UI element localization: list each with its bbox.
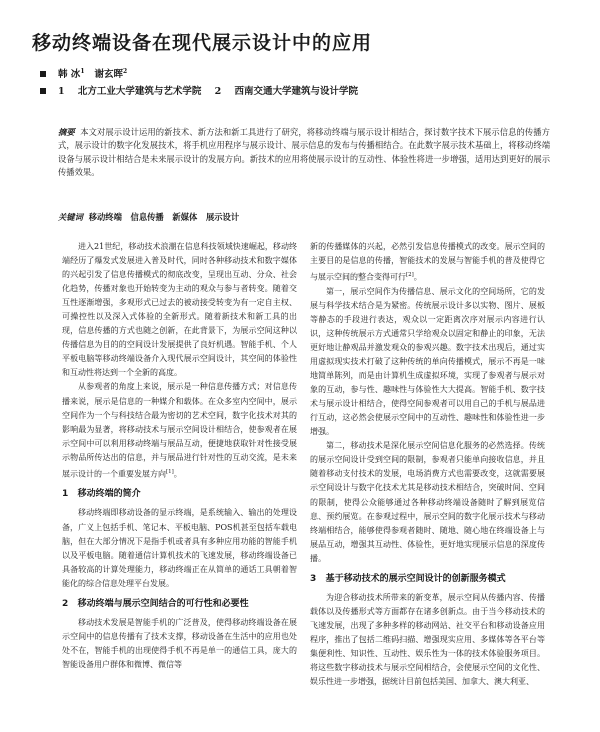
body-paragraph: 移动技术发展是智能手机的广泛普及，使得移动终端设备在展示空间中的信息传播有了技术支撑，移动设备在生活中的应用也处处不在，智能手机的出现使得手机不再是单一的通信工具，庞大的智能设备用户群体和微博、微信等 [62,617,297,669]
author-line [58,66,127,80]
author-affil-mark: 2 [122,67,128,75]
section-heading: 1 移动终端的简介 [62,489,141,500]
bullet-square-icon [40,71,46,77]
author-name: 韩 冰 [58,69,81,80]
abstract [58,126,550,180]
citation-ref: [1] [166,468,174,475]
affiliation-number: 2 [214,86,222,97]
bullet-square-icon [40,88,46,94]
paragraph-text: 从参观者的角度上来说，展示是一种信息传播方式；对信息传播来说，展示是信息的一种媒介和载体。在众多室内空间中，展示空间作为一个与科技结合最为密切的艺术空间，数字化技术对其的影响最为显著，将移动技术与展示空间设计相结合，使参观者在展示空间中可以利用移动终端与展品互动，便捷地获取针对性接受展示物品所传达出的信息，并与展品进行针对性的互动交流，是未来展示设计的一个重要发展方向 [62,382,297,479]
body-paragraph [62,380,297,481]
citation-ref: [2] [406,272,414,279]
section-heading: 3 基于移动技术的展示空间设计的创新服务模式 [310,573,506,584]
body-paragraph: 为迎合移动技术所带来的新变革，展示空间从传播内容、传播载体以及传播形式等方面都存在诸多创新点。由于当今移动技术的飞速发展，出现了多种多样的移动网站、社交平台和移动设备应用程序，推出了包括二维码扫描、增强现实应用、多媒体等各平台等集便利性、知识性、互动性、娱乐性为一体的技术体验服务项目。将这些数字移动技术与展示空间相结合，会使展示空间的文化性、娱乐性进一步增强，据统计目前包括美国、加拿大、澳大利亚、 [310,592,545,687]
abstract-label: 摘要 [58,127,75,137]
keywords-label: 关键词 [58,212,83,222]
body-column-right [310,240,545,689]
keywords [58,211,239,223]
section-heading: 2 移动终端与展示空间结合的可行性和必要性 [62,598,249,609]
body-paragraph: 第一，展示空间作为传播信息、展示文化的空间场所，它的发展与科学技术结合是为紧密。传统展示设计多以实物、图片、展板等静态的手段进行表达，观众以一定距离次序对展示内容进行认识，这种传统展示方式通常只学给观众以固定和静止的印象，无法更好地让静观品并激发观众的参观兴趣。数字技术出现后，通过实用虚拟现实技术打破了这种传统的单向传播模式，展示不再是一味地简单陈列，而是由计算机生成虚拟环境，实现了参观者与展示对象的互动，参与性、趣味性与体验性大大提高。智能手机、数字技术与展示设计相结合，使得空间参观者可以用自己的手机与展品进行互动，这必然会使展示空间中的互动性、趣味性和体验性进一步增强。 [310,286,545,437]
affiliation-line [58,83,358,97]
keywords-list: 移动终端 信息传播 新媒体 展示设计 [88,212,240,222]
body-paragraph: 第二，移动技术是深化展示空间信息化服务的必然选择。传统的展示空间设计受到空间的限制，参观者只能单向接收信息，并且随着移动支付技术的发展，电场消费方式也需要改变，这就需要展示空间设计与数字化技术尤其是移动技术相结合，突破时间、空间的限制，使得公众能够通过各种移动终端设备随时了解到展览信息、预约展览。在参观过程中，展示空间的数字化展示技术与移动终端相结合，能够使得参观者随时、随地、随心地在终端设备上与展品互动，增强其互动性、体验性，更好地实现展示信息的深度传播。 [310,441,545,563]
affiliation-name: 西南交通大学建筑与设计学院 [234,86,358,97]
paper-title: 移动终端设备在现代展示设计中的应用 [32,32,373,54]
body-column-left [62,240,297,672]
paragraph-end: 。 [413,272,422,282]
body-paragraph: 移动终端即移动设备的显示终端，是系统输入、输出的处理设备，广义上包括手机、笔记本、平板电脑、POS机甚至包括车载电脑，但在大部分情况下是指手机或者具有多种应用功能的智能手机以及平板电脑。随着通信计算机技术的飞速发展，移动终端设备已具备较高的计算处理能力，移动终端正在从简单的通话工具朝着智能化的综合信息处理平台发展。 [62,508,297,588]
affiliation-number: 1 [58,86,65,97]
author-name: 谢玄晖 [94,69,123,80]
body-paragraph: 进入21世纪，移动技术浪潮在信息科技领域快速崛起，移动终端经历了爆发式发展进入普及时代，同时各种移动技术和数字媒体的兴起引发了信息传播模式的彻底改变，呈现出互动、分众、社会化趋势，传播对象也开始转变为主动的观众与参与者转变。随着交互性逐渐增强，多观形式已过去的被动接受转变为有一定自主权、可操控性以及深入式体验的全新形式。随着新技术和新工具的出现，信息传播的方式也随之创新，在此背景下，为展示空间这种以传播信息为目的的空间设计发展提供了良好机遇。智能手机、个人平板电脑等移动终端设备介入现代展示空间设计，其空间的体验性和互动性将达到一个全新的高度。 [62,242,297,378]
paragraph-end: 。 [173,469,182,479]
body-paragraph [310,240,545,285]
author-affil-mark: 1 [80,67,85,75]
abstract-text: 本文对展示设计运用的新技术、新方法和新工具进行了研究，将移动终端与展示设计相结合，探讨数字技术下展示信息的传播方式，展示设计的数字化发展技术，将手机应用程序与展示设计、展示信息的发布与传播相结合。在此数字展示技术基础上，将移动终端设备与展示设计相结合是未来展示设计的发展方向。新技术的应用将使展示设计的互动性、体验性将进一步增强，适用达到更好的展示传播效果。 [58,127,550,178]
paragraph-text: 新的传播媒体的兴起，必然引发信息传播模式的改变。展示空间的主要目的是信息的传播，智能技术的发展与智能手机的普及使得它与展示空间的整合变得可行 [310,242,545,282]
affiliation-name: 北方工业大学建筑与艺术学院 [77,86,202,97]
